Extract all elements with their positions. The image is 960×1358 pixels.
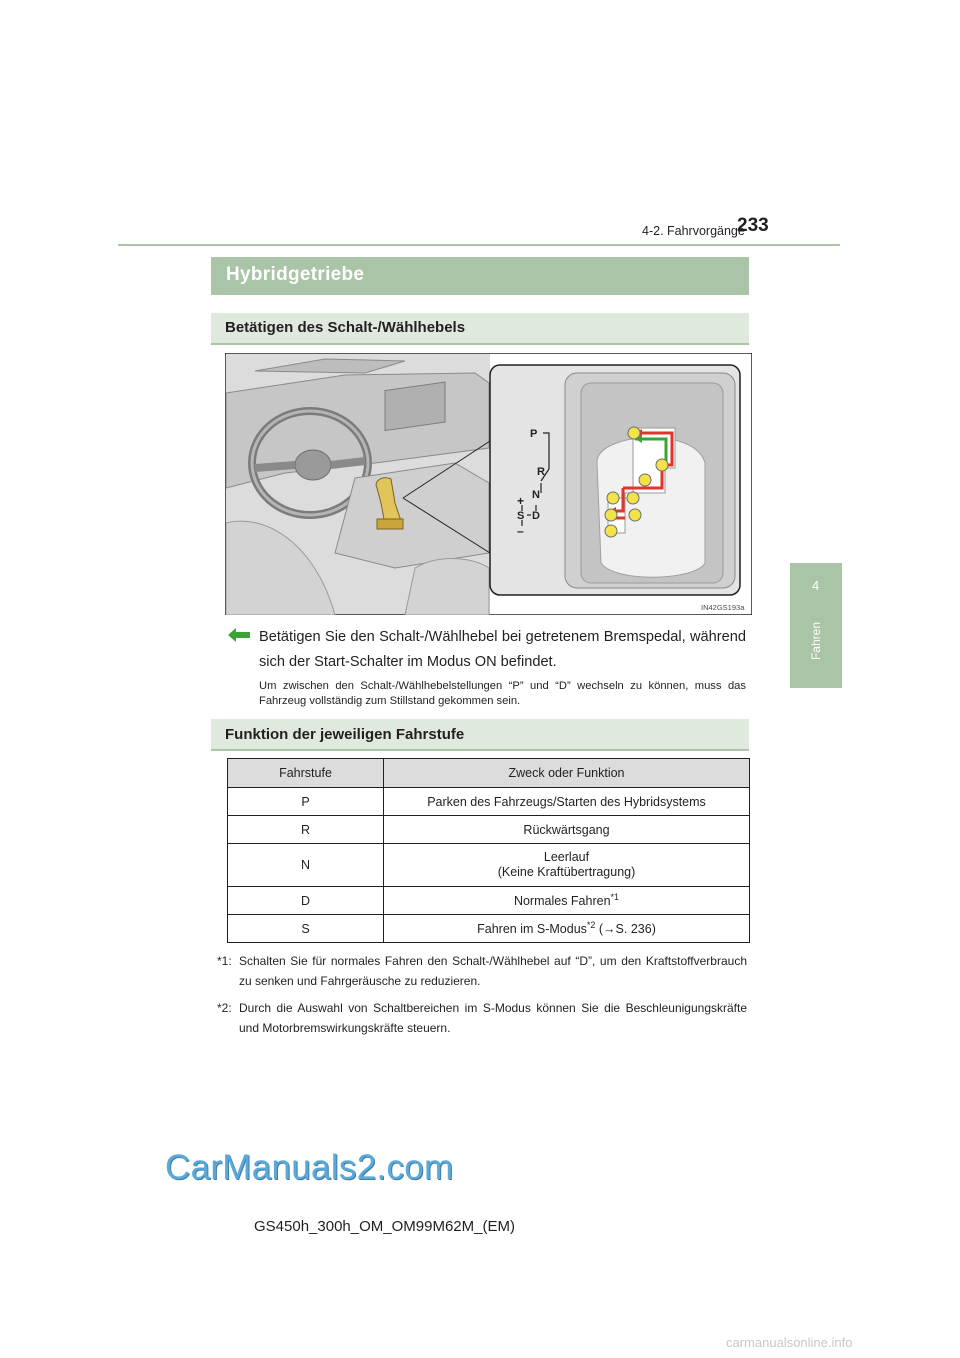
gate-label-n: N (532, 489, 540, 501)
gate-label-plus: + (517, 494, 525, 508)
section-title: Hybridgetriebe (226, 264, 365, 285)
footnote-1 (217, 951, 747, 991)
gate-label-minus: – (517, 524, 524, 538)
chapter-label: 4-2. Fahrvorgänge (642, 224, 745, 238)
function-text: Fahren im S-Modus (477, 922, 587, 937)
table-header-row (228, 759, 750, 788)
gear-cell: R (228, 816, 384, 844)
gear-cell: P (228, 788, 384, 816)
table-row (228, 887, 750, 915)
footnote-mark: *1: (217, 954, 232, 968)
function-text: Normales Fahren (513, 894, 611, 909)
arrow-left-icon (228, 628, 250, 642)
function-cell (384, 887, 750, 915)
table-row (228, 788, 750, 816)
gate-label-s: S (517, 510, 525, 522)
header-divider (118, 244, 840, 246)
subsection-title-operating: Betätigen des Schalt-/Wählhebels (225, 319, 466, 336)
table-row (228, 915, 750, 943)
table-row (228, 844, 750, 887)
footnote-2 (217, 998, 747, 1038)
instruction-note: Um zwischen den Schalt-/Wählhebelstellungen “P” und “D” wechseln zu können, muss das Fahrzeug vollständig zum Stillstand gekommen sein. (259, 680, 746, 707)
footnote-ref: *2 (586, 920, 596, 931)
footnote-mark: *2: (217, 1001, 232, 1015)
table-row (228, 816, 750, 844)
function-cell (384, 915, 750, 943)
function-cell: Rückwärtsgang (384, 816, 750, 844)
function-text: Leerlauf (543, 850, 590, 864)
document-code: GS450h_300h_OM_OM99M62M_(EM) (254, 1218, 515, 1235)
gate-label-r: R (537, 466, 545, 478)
function-cell (384, 844, 750, 887)
shift-lever-illustration (225, 353, 752, 615)
instruction-text: Betätigen Sie den Schalt-/Wählhebel bei getretenem Bremspedal, während sich der Start-Schalter im Modus ON befindet. (259, 629, 746, 670)
side-tab-label: Fahren (809, 622, 823, 661)
table-header-function: Zweck oder Funktion (384, 759, 750, 788)
gate-label-p: P (530, 428, 538, 440)
footnote-text: Durch die Auswahl von Schaltbereichen im S-Modus können Sie die Beschleunigungskräfte und Motorbremswirkungskräfte steuern. (239, 1001, 747, 1035)
site-watermark: carmanualsonline.info (726, 1335, 853, 1350)
page-number: 233 (737, 215, 769, 236)
page-reference: (→S. 236) (595, 922, 656, 937)
subsection-title-function: Funktion der jeweiligen Fahrstufe (225, 726, 465, 743)
watermark: CarManuals2.com (165, 1148, 454, 1187)
function-cell: Parken des Fahrzeugs/Starten des Hybridsystems (384, 788, 750, 816)
gear-cell: S (228, 915, 384, 943)
side-tab-number: 4 (812, 578, 820, 593)
illustration-code: IN42GS193a (701, 603, 745, 612)
table-header-gear: Fahrstufe (228, 759, 384, 788)
footnote-text: Schalten Sie für normales Fahren den Schalt-/Wählhebel auf “D”, um den Kraftstoffverbrauch zu senken und Fahrgeräusche zu reduzieren. (239, 954, 747, 988)
footnote-ref: *1 (610, 892, 620, 903)
function-text-line2: (Keine Kraftübertragung) (497, 865, 636, 879)
gear-cell: D (228, 887, 384, 915)
gear-function-table (227, 758, 750, 943)
gate-label-d: D (532, 510, 540, 522)
gear-cell: N (228, 844, 384, 887)
